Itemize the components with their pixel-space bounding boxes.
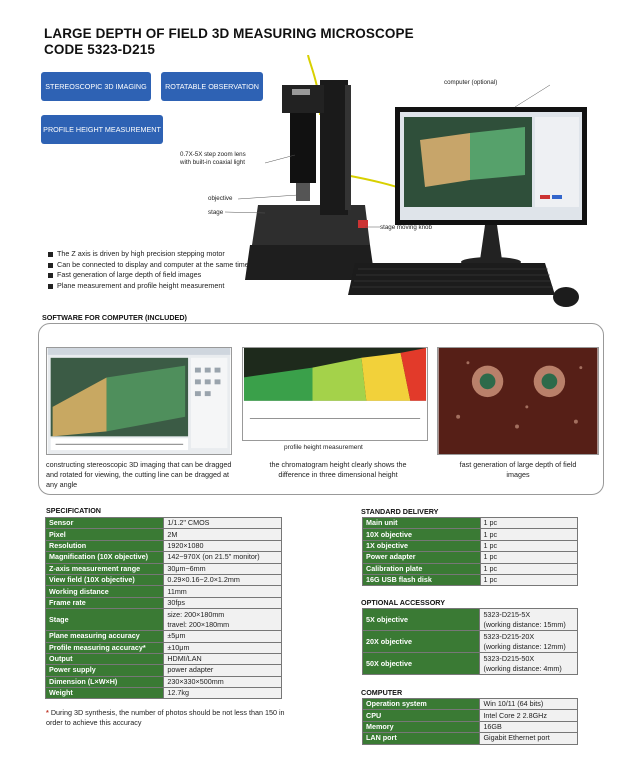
spec-row-value: 230×330×500mm [164, 676, 282, 687]
tag-stereoscopic: STEREOSCOPIC 3D IMAGING [41, 72, 151, 101]
computer-row-key: LAN port [363, 733, 480, 744]
spec-row-value: 30μm~6mm [164, 563, 282, 574]
spec-row-key: Plane measuring accuracy [46, 631, 164, 642]
accessory-row-key: 20X objective [363, 631, 480, 653]
zoom-lens [290, 113, 316, 183]
spec-row-key: Power supply [46, 665, 164, 676]
delivery-row-key: 1X objective [363, 540, 481, 551]
accessory-row-value-line: (working distance: 4mm) [483, 663, 562, 673]
standard-delivery-title: STANDARD DELIVERY [361, 507, 439, 516]
accessory-row-value-line: (working distance: 15mm) [483, 619, 566, 629]
footnote-text: During 3D synthesis, the number of photos should be not less than 150 in order to achieve this accuracy [46, 708, 285, 727]
feature-item: Can be connected to display and computer at the same time [47, 260, 267, 271]
spec-row-value: 30fps [164, 597, 282, 608]
delivery-row [363, 563, 578, 574]
accessory-row-value [480, 631, 578, 653]
spec-footnote [46, 708, 286, 728]
delivery-row-value: 1 pc [480, 518, 577, 529]
spec-row-value [164, 609, 282, 631]
computer-row [363, 721, 578, 732]
spec-row-key: Pixel [46, 529, 164, 540]
title-line-2: CODE 5323-D215 [44, 42, 155, 57]
spec-row [46, 529, 282, 540]
tag-profile-height: PROFILE HEIGHT MEASUREMENT [41, 115, 163, 144]
spec-row [46, 631, 282, 642]
spec-row-key: Weight [46, 688, 164, 699]
optional-accessory-table [362, 608, 578, 675]
callout-stage: stage [208, 209, 224, 216]
spec-row-value-line: travel: 200×180mm [167, 619, 230, 629]
delivery-row [363, 529, 578, 540]
accessory-row-value-line: (working distance: 12mm) [483, 641, 566, 651]
feature-list [47, 249, 267, 291]
spec-row-key: Output [46, 653, 164, 664]
delivery-row [363, 574, 578, 585]
mouse [553, 287, 579, 307]
spec-row-value: ±5μm [164, 631, 282, 642]
computer-row-value: Gigabit Ethernet port [480, 733, 578, 744]
delivery-row-key: Main unit [363, 518, 481, 529]
monitor-stand [480, 225, 502, 260]
accessory-row-value-line: 5323-D215-50X [483, 653, 535, 663]
spec-row-key: Z-axis measurement range [46, 563, 164, 574]
delivery-row [363, 540, 578, 551]
page-title [44, 26, 414, 58]
accessory-row-value-line: 5323-D215-5X [483, 609, 531, 619]
delivery-row-value: 1 pc [480, 529, 577, 540]
annotation-profile-height: profile height measurement [284, 444, 363, 451]
footnote-star: * [46, 708, 49, 717]
delivery-row-key: 10X objective [363, 529, 481, 540]
spec-row [46, 518, 282, 529]
spec-row-key: Dimension (L×W×H) [46, 676, 164, 687]
microscope-stage [252, 205, 370, 245]
computer-row-key: CPU [363, 710, 480, 721]
feature-item: The Z axis is driven by high precision stepping motor [47, 249, 267, 260]
callout-objective: objective [208, 195, 233, 202]
spec-row [46, 609, 282, 631]
accessory-row-key: 5X objective [363, 609, 480, 631]
computer-row-key: Memory [363, 721, 480, 732]
caption-3d-imaging: constructing stereoscopic 3D imaging that can be dragged and rotated for viewing, the cutting line can be dragged at any angle [46, 460, 232, 489]
tag-rotatable: ROTATABLE OBSERVATION [161, 72, 263, 101]
computer-row [363, 699, 578, 710]
accessory-row-value-line: 5323-D215-20X [483, 631, 535, 641]
spec-row [46, 597, 282, 608]
computer-row-key: Operation system [363, 699, 480, 710]
keyboard [348, 263, 555, 295]
standard-delivery-table [362, 517, 578, 586]
spec-row-key: Working distance [46, 586, 164, 597]
delivery-row-key: Calibration plate [363, 563, 481, 574]
objective [296, 183, 310, 201]
software-screenshot-3d-imaging [46, 347, 232, 455]
callout-computer: computer (optional) [444, 79, 498, 86]
feature-item: Plane measurement and profile height measurement [47, 281, 267, 292]
caption-depth-of-field: fast generation of large depth of field images [459, 460, 577, 479]
accessory-row-key: 50X objective [363, 653, 480, 675]
accessory-row [363, 653, 578, 675]
spec-row-key: Stage [46, 609, 164, 631]
spec-row-value: 142~970X (on 21.5" monitor) [164, 552, 282, 563]
title-line-1: LARGE DEPTH OF FIELD 3D MEASURING MICROSCOPE [44, 26, 414, 41]
accessory-row [363, 631, 578, 653]
spec-row [46, 653, 282, 664]
computer-row-value: Win 10/11 (64 bits) [480, 699, 578, 710]
delivery-row-key: 16G USB flash disk [363, 574, 481, 585]
delivery-row-value: 1 pc [480, 574, 577, 585]
spec-row [46, 574, 282, 585]
spec-row [46, 563, 282, 574]
spec-row-key: Profile measuring accuracy* [46, 642, 164, 653]
delivery-row-value: 1 pc [480, 552, 577, 563]
spec-row-value: power adapter [164, 665, 282, 676]
spec-row [46, 688, 282, 699]
spec-row-value: 1920×1080 [164, 540, 282, 551]
spec-row-value: 1/1.2" CMOS [164, 518, 282, 529]
delivery-row [363, 518, 578, 529]
spec-row-value: 11mm [164, 586, 282, 597]
spec-row-key: Resolution [46, 540, 164, 551]
spec-row-key: View field (10X objective) [46, 574, 164, 585]
spec-row-value: 2M [164, 529, 282, 540]
caption-chromatogram: the chromatogram height clearly shows the difference in three dimensional height [269, 460, 407, 479]
delivery-row [363, 552, 578, 563]
spec-row-value-line: size: 200×180mm [167, 609, 225, 619]
optional-accessory-title: OPTIONAL ACCESSORY [361, 598, 445, 607]
delivery-row-value: 1 pc [480, 540, 577, 551]
software-screenshot-chromatogram [242, 347, 428, 441]
delivery-row-key: Power adapter [363, 552, 481, 563]
spec-row-key: Frame rate [46, 597, 164, 608]
accessory-row-value [480, 653, 578, 675]
callout-stage-knob: stage moving knob [380, 224, 432, 231]
spec-row-key: Sensor [46, 518, 164, 529]
spec-table [45, 517, 282, 699]
feature-item: Fast generation of large depth of field images [47, 270, 267, 281]
microscope-column [320, 80, 348, 215]
software-screenshot-depth-of-field [437, 347, 599, 455]
spec-row [46, 676, 282, 687]
spec-row-value: 12.7kg [164, 688, 282, 699]
computer-row [363, 733, 578, 744]
computer-row-value: 16GB [480, 721, 578, 732]
accessory-row-value [480, 609, 578, 631]
delivery-row-value: 1 pc [480, 563, 577, 574]
spec-row-value: ±10μm [164, 642, 282, 653]
spec-row-value: HDMI/LAN [164, 653, 282, 664]
spec-row [46, 552, 282, 563]
spec-row-key: Magnification (10X objective) [46, 552, 164, 563]
spec-row-value: 0.29×0.16~2.0×1.2mm [164, 574, 282, 585]
computer-title: COMPUTER [361, 688, 403, 697]
computer-row [363, 710, 578, 721]
computer-row-value: Intel Core 2 2.8GHz [480, 710, 578, 721]
callout-zoom-lens: 0.7X-5X step zoom lens with built-in coaxial light [180, 151, 246, 166]
spec-row [46, 665, 282, 676]
accessory-row [363, 609, 578, 631]
spec-row [46, 586, 282, 597]
software-title: SOFTWARE FOR COMPUTER (INCLUDED) [42, 313, 187, 322]
computer-table [362, 698, 578, 745]
spec-row [46, 642, 282, 653]
spec-row [46, 540, 282, 551]
spec-title: SPECIFICATION [46, 506, 101, 515]
